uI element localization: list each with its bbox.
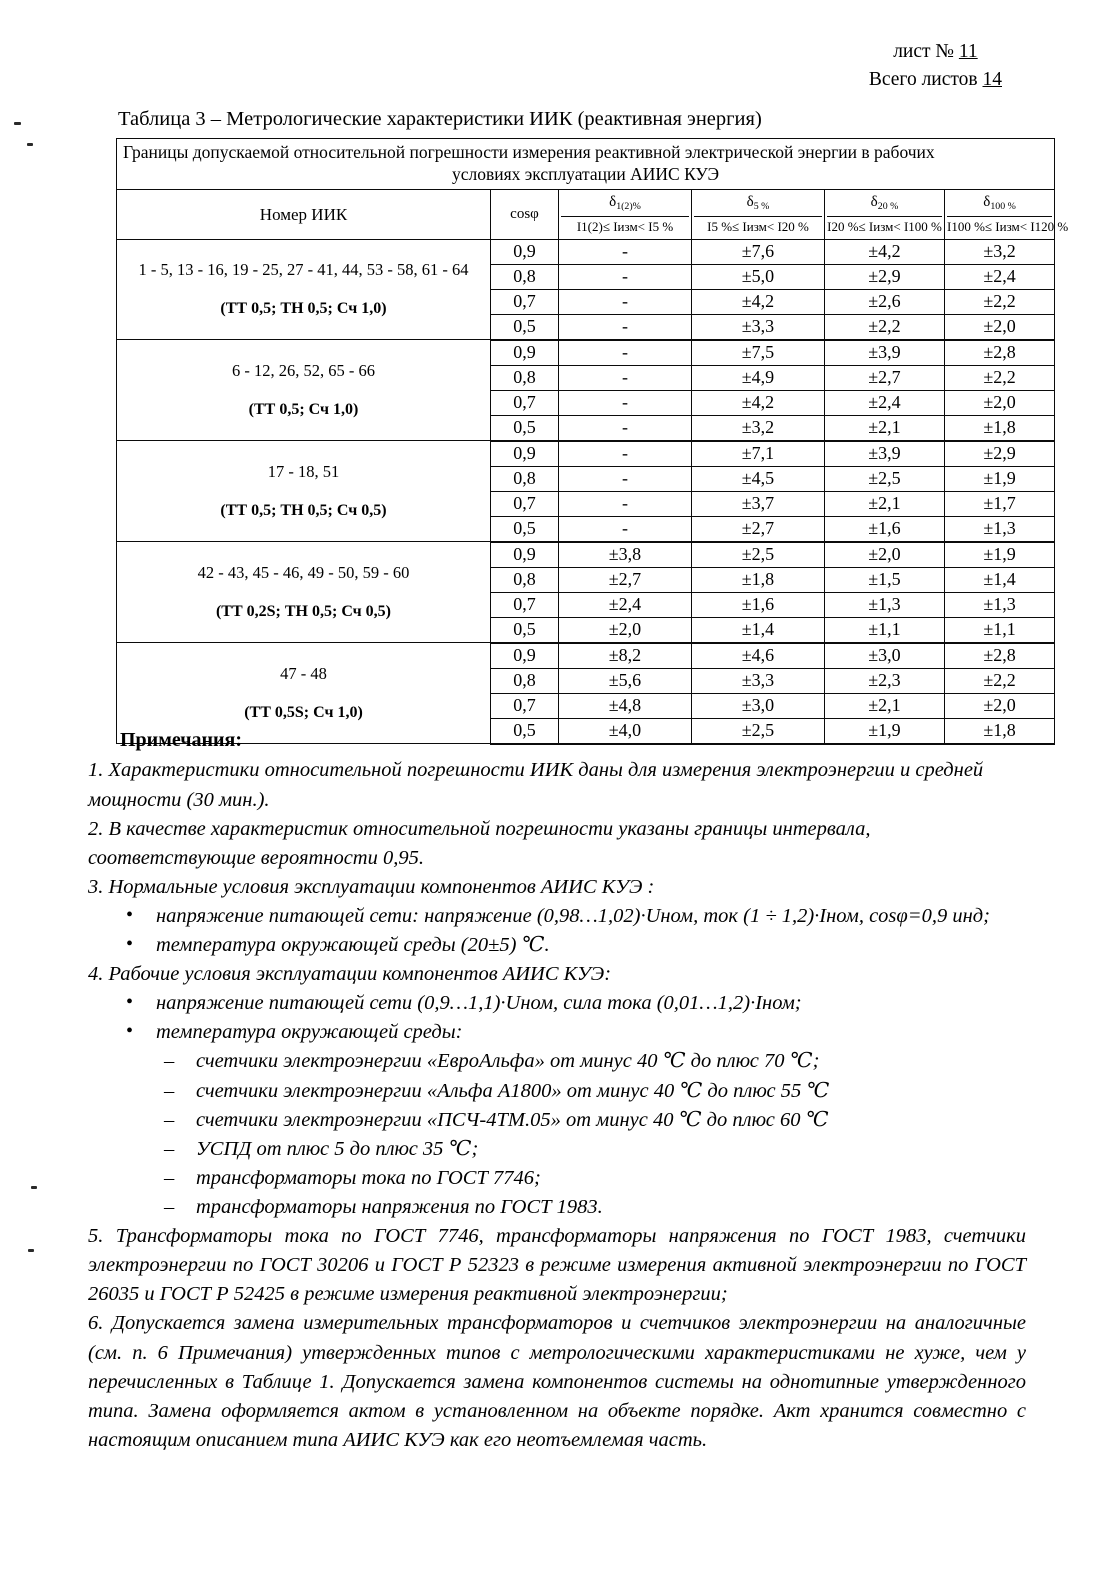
- header-delta-100-symbol: $\delta_{100 \%}$: [983, 194, 1016, 213]
- cell-delta-100: ±1,9: [945, 542, 1055, 568]
- note-3-bullet-1: • напряжение питающей сети: напряжение (0,98…1,02)·Uном, ток (1 ÷ 1,2)·Iном, cosφ=0,9 инд;: [88, 902, 1026, 931]
- cell-delta-100: ±2,4: [945, 264, 1055, 289]
- cell-delta-5: ±5,0: [692, 264, 825, 289]
- cell-delta-1-2: -: [559, 415, 692, 441]
- cell-delta-1-2: ±2,0: [559, 617, 692, 643]
- note-4-dash-4: – УСПД от плюс 5 до плюс 35 ℃;: [88, 1135, 1026, 1164]
- cell-delta-5: ±2,5: [692, 542, 825, 568]
- cell-delta-20: ±3,9: [825, 340, 945, 366]
- total-sheets-line: [869, 66, 1002, 94]
- header-delta-5-symbol: $\delta_{5 \%}$: [746, 194, 770, 213]
- cell-delta-100: ±1,1: [945, 617, 1055, 643]
- cell-cos-phi: 0,8: [491, 264, 559, 289]
- note-1: 1. Характеристики относительной погрешности ИИК даны для измерения электроэнергии и средней мощности (30 мин.).: [88, 759, 984, 811]
- note-4-bullets: [88, 989, 1026, 1047]
- table-caption: Таблица 3 – Метрологические характеристики ИИК (реактивная энергия): [118, 108, 762, 130]
- cell-cos-phi: 0,7: [491, 390, 559, 415]
- group-iik-ids: 47 - 48: [280, 664, 327, 684]
- cell-cos-phi: 0,9: [491, 643, 559, 669]
- cell-delta-100: ±2,9: [945, 441, 1055, 467]
- note-4-bullet-1: • напряжение питающей сети (0,9…1,1)·Uном, сила тока (0,01…1,2)·Iном;: [88, 989, 1026, 1018]
- cell-delta-1-2: -: [559, 340, 692, 366]
- header-delta-20-symbol: $\delta_{20 \%}$: [870, 194, 899, 213]
- table-row: [117, 441, 1055, 467]
- cell-delta-5: ±1,4: [692, 617, 825, 643]
- cell-cos-phi: 0,5: [491, 617, 559, 643]
- cell-delta-100: ±2,8: [945, 643, 1055, 669]
- group-name-cell: [117, 239, 491, 340]
- banner-line-2: условиях эксплуатации АИИС КУЭ: [451, 163, 720, 184]
- cell-delta-100: ±2,0: [945, 693, 1055, 718]
- header-delta-100-subscript: 100 %: [990, 201, 1016, 213]
- cell-delta-20: ±2,1: [825, 491, 945, 516]
- note-4-bullet-2: • температура окружающей среды:: [88, 1018, 1026, 1047]
- cell-cos-phi: 0,8: [491, 466, 559, 491]
- cell-delta-1-2: -: [559, 289, 692, 314]
- group-iik-ids: 1 - 5, 13 - 16, 19 - 25, 27 - 41, 44, 53 - 58, 61 - 64: [138, 260, 469, 280]
- group-iik-ids: 17 - 18, 51: [267, 462, 340, 482]
- cell-delta-1-2: -: [559, 239, 692, 264]
- notes-title: Примечания:: [120, 729, 243, 751]
- cell-delta-1-2: -: [559, 491, 692, 516]
- cell-cos-phi: 0,9: [491, 239, 559, 264]
- header-delta-1-2: [559, 190, 692, 239]
- cell-delta-5: ±1,6: [692, 592, 825, 617]
- table-header-row: [117, 190, 1055, 239]
- cell-delta-100: ±2,8: [945, 340, 1055, 366]
- cell-delta-5: ±4,2: [692, 289, 825, 314]
- table-banner-cell: [117, 139, 1055, 190]
- cell-cos-phi: 0,8: [491, 365, 559, 390]
- header-delta-20: [825, 190, 945, 239]
- cell-delta-1-2: ±8,2: [559, 643, 692, 669]
- cell-delta-20: ±2,5: [825, 466, 945, 491]
- scan-artifact-speck: [27, 143, 33, 146]
- cell-delta-5: ±4,5: [692, 466, 825, 491]
- sheet-number-line: [869, 38, 1002, 66]
- header-delta-1-2-symbol: $\delta_{1(2)\%}$: [609, 194, 641, 213]
- cell-delta-20: ±1,5: [825, 567, 945, 592]
- note-4-dash-1: – счетчики электроэнергии «ЕвроАльфа» от минус 40 ℃ до плюс 70 ℃;: [88, 1047, 1026, 1076]
- cell-cos-phi: 0,5: [491, 314, 559, 340]
- page-header: [869, 38, 1002, 93]
- table-row: [117, 643, 1055, 669]
- note-4-dash-6: – трансформаторы напряжения по ГОСТ 1983.: [88, 1193, 1026, 1222]
- cell-cos-phi: 0,8: [491, 668, 559, 693]
- cell-cos-phi: 0,7: [491, 491, 559, 516]
- metrology-table-wrapper: [116, 138, 1069, 745]
- cell-cos-phi: 0,5: [491, 516, 559, 542]
- cell-delta-1-2: -: [559, 365, 692, 390]
- note-6: 6. Допускается замена измерительных трансформаторов и счетчиков электроэнергии на аналогичные (см. п. 6 Примечания) утвержденных типов с метрологическими характеристиками не хуже, чем у перечисленных в Таблице 1. Допускается замена компонентов системы на однотипные утвержденного типа. Замена оформляется актом в установленном на объекте порядке. Акт хранится совместно с настоящим описанием типа АИИС КУЭ как его неотъемлемая часть.: [88, 1312, 1026, 1451]
- table-row: [117, 239, 1055, 264]
- cell-delta-5: ±4,2: [692, 390, 825, 415]
- header-cos-phi: cosφ: [491, 190, 559, 239]
- cell-cos-phi: 0,7: [491, 592, 559, 617]
- group-accuracy-classes: (ТТ 0,5S; Сч 1,0): [244, 703, 363, 721]
- cell-delta-20: ±2,1: [825, 693, 945, 718]
- group-name-cell: [117, 340, 491, 441]
- note-4-dashes: [88, 1047, 1026, 1222]
- cell-delta-20: ±1,6: [825, 516, 945, 542]
- cell-delta-100: ±2,2: [945, 289, 1055, 314]
- cell-delta-100: ±2,2: [945, 365, 1055, 390]
- scan-artifact-speck: [28, 1249, 34, 1252]
- cell-delta-1-2: ±4,8: [559, 693, 692, 718]
- group-name-cell: [117, 542, 491, 643]
- cell-delta-1-2: -: [559, 314, 692, 340]
- group-accuracy-classes: (ТТ 0,5; ТН 0,5; Сч 0,5): [220, 501, 387, 519]
- cell-delta-100: ±1,7: [945, 491, 1055, 516]
- note-4-dash-2: – счетчики электроэнергии «Альфа А1800» от минус 40 ℃ до плюс 55 ℃: [88, 1077, 1026, 1106]
- cell-delta-20: ±1,9: [825, 718, 945, 744]
- total-label: Всего листов: [868, 68, 978, 90]
- cell-delta-100: ±3,2: [945, 239, 1055, 264]
- note-4-dash-5: – трансформаторы тока по ГОСТ 7746;: [88, 1164, 1026, 1193]
- table-banner-row: [117, 139, 1055, 190]
- cell-delta-5: ±7,6: [692, 239, 825, 264]
- cell-delta-5: ±3,7: [692, 491, 825, 516]
- cell-delta-5: ±4,9: [692, 365, 825, 390]
- banner-line-1: Границы допускаемой относительной погрешности измерения реактивной электрической энергии в рабочих: [123, 142, 935, 162]
- note-3: 3. Нормальные условия эксплуатации компонентов АИИС КУЭ :: [88, 875, 655, 898]
- cell-delta-5: ±7,1: [692, 441, 825, 467]
- cell-cos-phi: 0,7: [491, 693, 559, 718]
- note-4-dash-3: – счетчики электроэнергии «ПСЧ-4ТМ.05» от минус 40 ℃ до плюс 60 ℃: [88, 1106, 1026, 1135]
- cell-cos-phi: 0,9: [491, 542, 559, 568]
- cell-delta-5: ±2,7: [692, 516, 825, 542]
- cell-delta-20: ±4,2: [825, 239, 945, 264]
- cell-delta-1-2: -: [559, 390, 692, 415]
- cell-delta-100: ±1,3: [945, 592, 1055, 617]
- scan-artifact-speck: [14, 122, 21, 125]
- cell-delta-1-2: -: [559, 466, 692, 491]
- cell-delta-1-2: ±2,4: [559, 592, 692, 617]
- cell-delta-5: ±3,2: [692, 415, 825, 441]
- cell-delta-100: ±1,4: [945, 567, 1055, 592]
- cell-cos-phi: 0,8: [491, 567, 559, 592]
- group-accuracy-classes: (ТТ 0,5; Сч 1,0): [248, 400, 359, 418]
- cell-delta-20: ±1,1: [825, 617, 945, 643]
- scan-artifact-speck: [31, 1186, 37, 1189]
- cell-delta-20: ±2,9: [825, 264, 945, 289]
- cell-delta-20: ±2,1: [825, 415, 945, 441]
- cell-delta-100: ±2,2: [945, 668, 1055, 693]
- metrology-table: [116, 138, 1069, 745]
- cell-delta-100: ±1,3: [945, 516, 1055, 542]
- cell-delta-100: ±2,0: [945, 314, 1055, 340]
- cell-delta-20: ±2,0: [825, 542, 945, 568]
- cell-delta-1-2: -: [559, 516, 692, 542]
- cell-delta-5: ±3,3: [692, 668, 825, 693]
- cell-delta-5: ±3,0: [692, 693, 825, 718]
- header-delta-5-subscript: 5 %: [753, 201, 770, 213]
- cell-delta-5: ±1,8: [692, 567, 825, 592]
- cell-delta-1-2: ±2,7: [559, 567, 692, 592]
- cell-delta-100: ±1,8: [945, 718, 1055, 744]
- cell-delta-5: ±7,5: [692, 340, 825, 366]
- header-delta-1-2-range: I1(2)≤ Iизм< I5 %: [561, 216, 689, 236]
- header-delta-100: [945, 190, 1069, 239]
- sheet-label: лист №: [893, 41, 955, 62]
- cell-delta-20: ±2,2: [825, 314, 945, 340]
- note-3-bullets: [88, 902, 1026, 960]
- cell-delta-20: ±2,6: [825, 289, 945, 314]
- cell-delta-1-2: -: [559, 264, 692, 289]
- cell-cos-phi: 0,5: [491, 415, 559, 441]
- table-row: [117, 542, 1055, 568]
- cell-delta-20: ±2,3: [825, 668, 945, 693]
- note-2: 2. В качестве характеристик относительной погрешности указаны границы интервала, соответствующие вероятности 0,95.: [88, 817, 871, 869]
- notes-section: [88, 726, 1026, 1455]
- note-5: 5. Трансформаторы тока по ГОСТ 7746, трансформаторы напряжения по ГОСТ 1983, счетчики электроэнергии по ГОСТ 30206 и ГОСТ Р 52323 в режиме измерения активной электроэнергии по ГОСТ 26035 и ГОСТ Р 52425 в режиме измерения реактивной электроэнергии;: [88, 1225, 1026, 1306]
- cell-delta-1-2: ±5,6: [559, 668, 692, 693]
- cell-cos-phi: 0,9: [491, 441, 559, 467]
- cell-delta-5: ±3,3: [692, 314, 825, 340]
- cell-delta-20: ±2,7: [825, 365, 945, 390]
- group-name-cell: [117, 441, 491, 542]
- header-delta-20-range: I20 %≤ Iизм< I100 %: [827, 216, 942, 236]
- cell-delta-100: ±1,8: [945, 415, 1055, 441]
- cell-cos-phi: 0,9: [491, 340, 559, 366]
- cell-delta-20: ±2,4: [825, 390, 945, 415]
- total-number: 14: [982, 68, 1002, 90]
- cell-delta-1-2: ±4,0: [559, 718, 692, 744]
- table-row: [117, 340, 1055, 366]
- header-delta-100-range: I100 %≤ Iизм< I120 %: [947, 216, 1052, 236]
- cell-delta-100: ±1,9: [945, 466, 1055, 491]
- group-iik-ids: 6 - 12, 26, 52, 65 - 66: [232, 361, 375, 381]
- header-delta-5: [692, 190, 825, 239]
- note-4: 4. Рабочие условия эксплуатации компонентов АИИС КУЭ:: [88, 963, 612, 986]
- cell-delta-20: ±3,9: [825, 441, 945, 467]
- sheet-number: 11: [958, 41, 978, 62]
- cell-delta-100: ±2,0: [945, 390, 1055, 415]
- cell-delta-5: ±4,6: [692, 643, 825, 669]
- cell-delta-1-2: -: [559, 441, 692, 467]
- header-delta-5-range: I5 %≤ Iизм< I20 %: [694, 216, 822, 236]
- header-delta-1-2-subscript: 1(2)%: [616, 201, 641, 213]
- cell-cos-phi: 0,7: [491, 289, 559, 314]
- header-delta-20-subscript: 20 %: [877, 201, 899, 213]
- header-iik-number: Номер ИИК: [117, 190, 491, 239]
- group-accuracy-classes: (ТТ 0,5; ТН 0,5; Сч 1,0): [220, 299, 387, 317]
- cell-cos-phi: 0,5: [491, 718, 559, 744]
- note-3-bullet-2: • температура окружающей среды (20±5) ℃.: [88, 931, 1026, 960]
- group-iik-ids: 42 - 43, 45 - 46, 49 - 50, 59 - 60: [197, 563, 410, 583]
- cell-delta-5: ±2,5: [692, 718, 825, 744]
- cell-delta-1-2: ±3,8: [559, 542, 692, 568]
- cell-delta-20: ±1,3: [825, 592, 945, 617]
- group-accuracy-classes: (ТТ 0,2S; ТН 0,5; Сч 0,5): [215, 602, 392, 620]
- metrology-table-body: [117, 239, 1055, 744]
- cell-delta-20: ±3,0: [825, 643, 945, 669]
